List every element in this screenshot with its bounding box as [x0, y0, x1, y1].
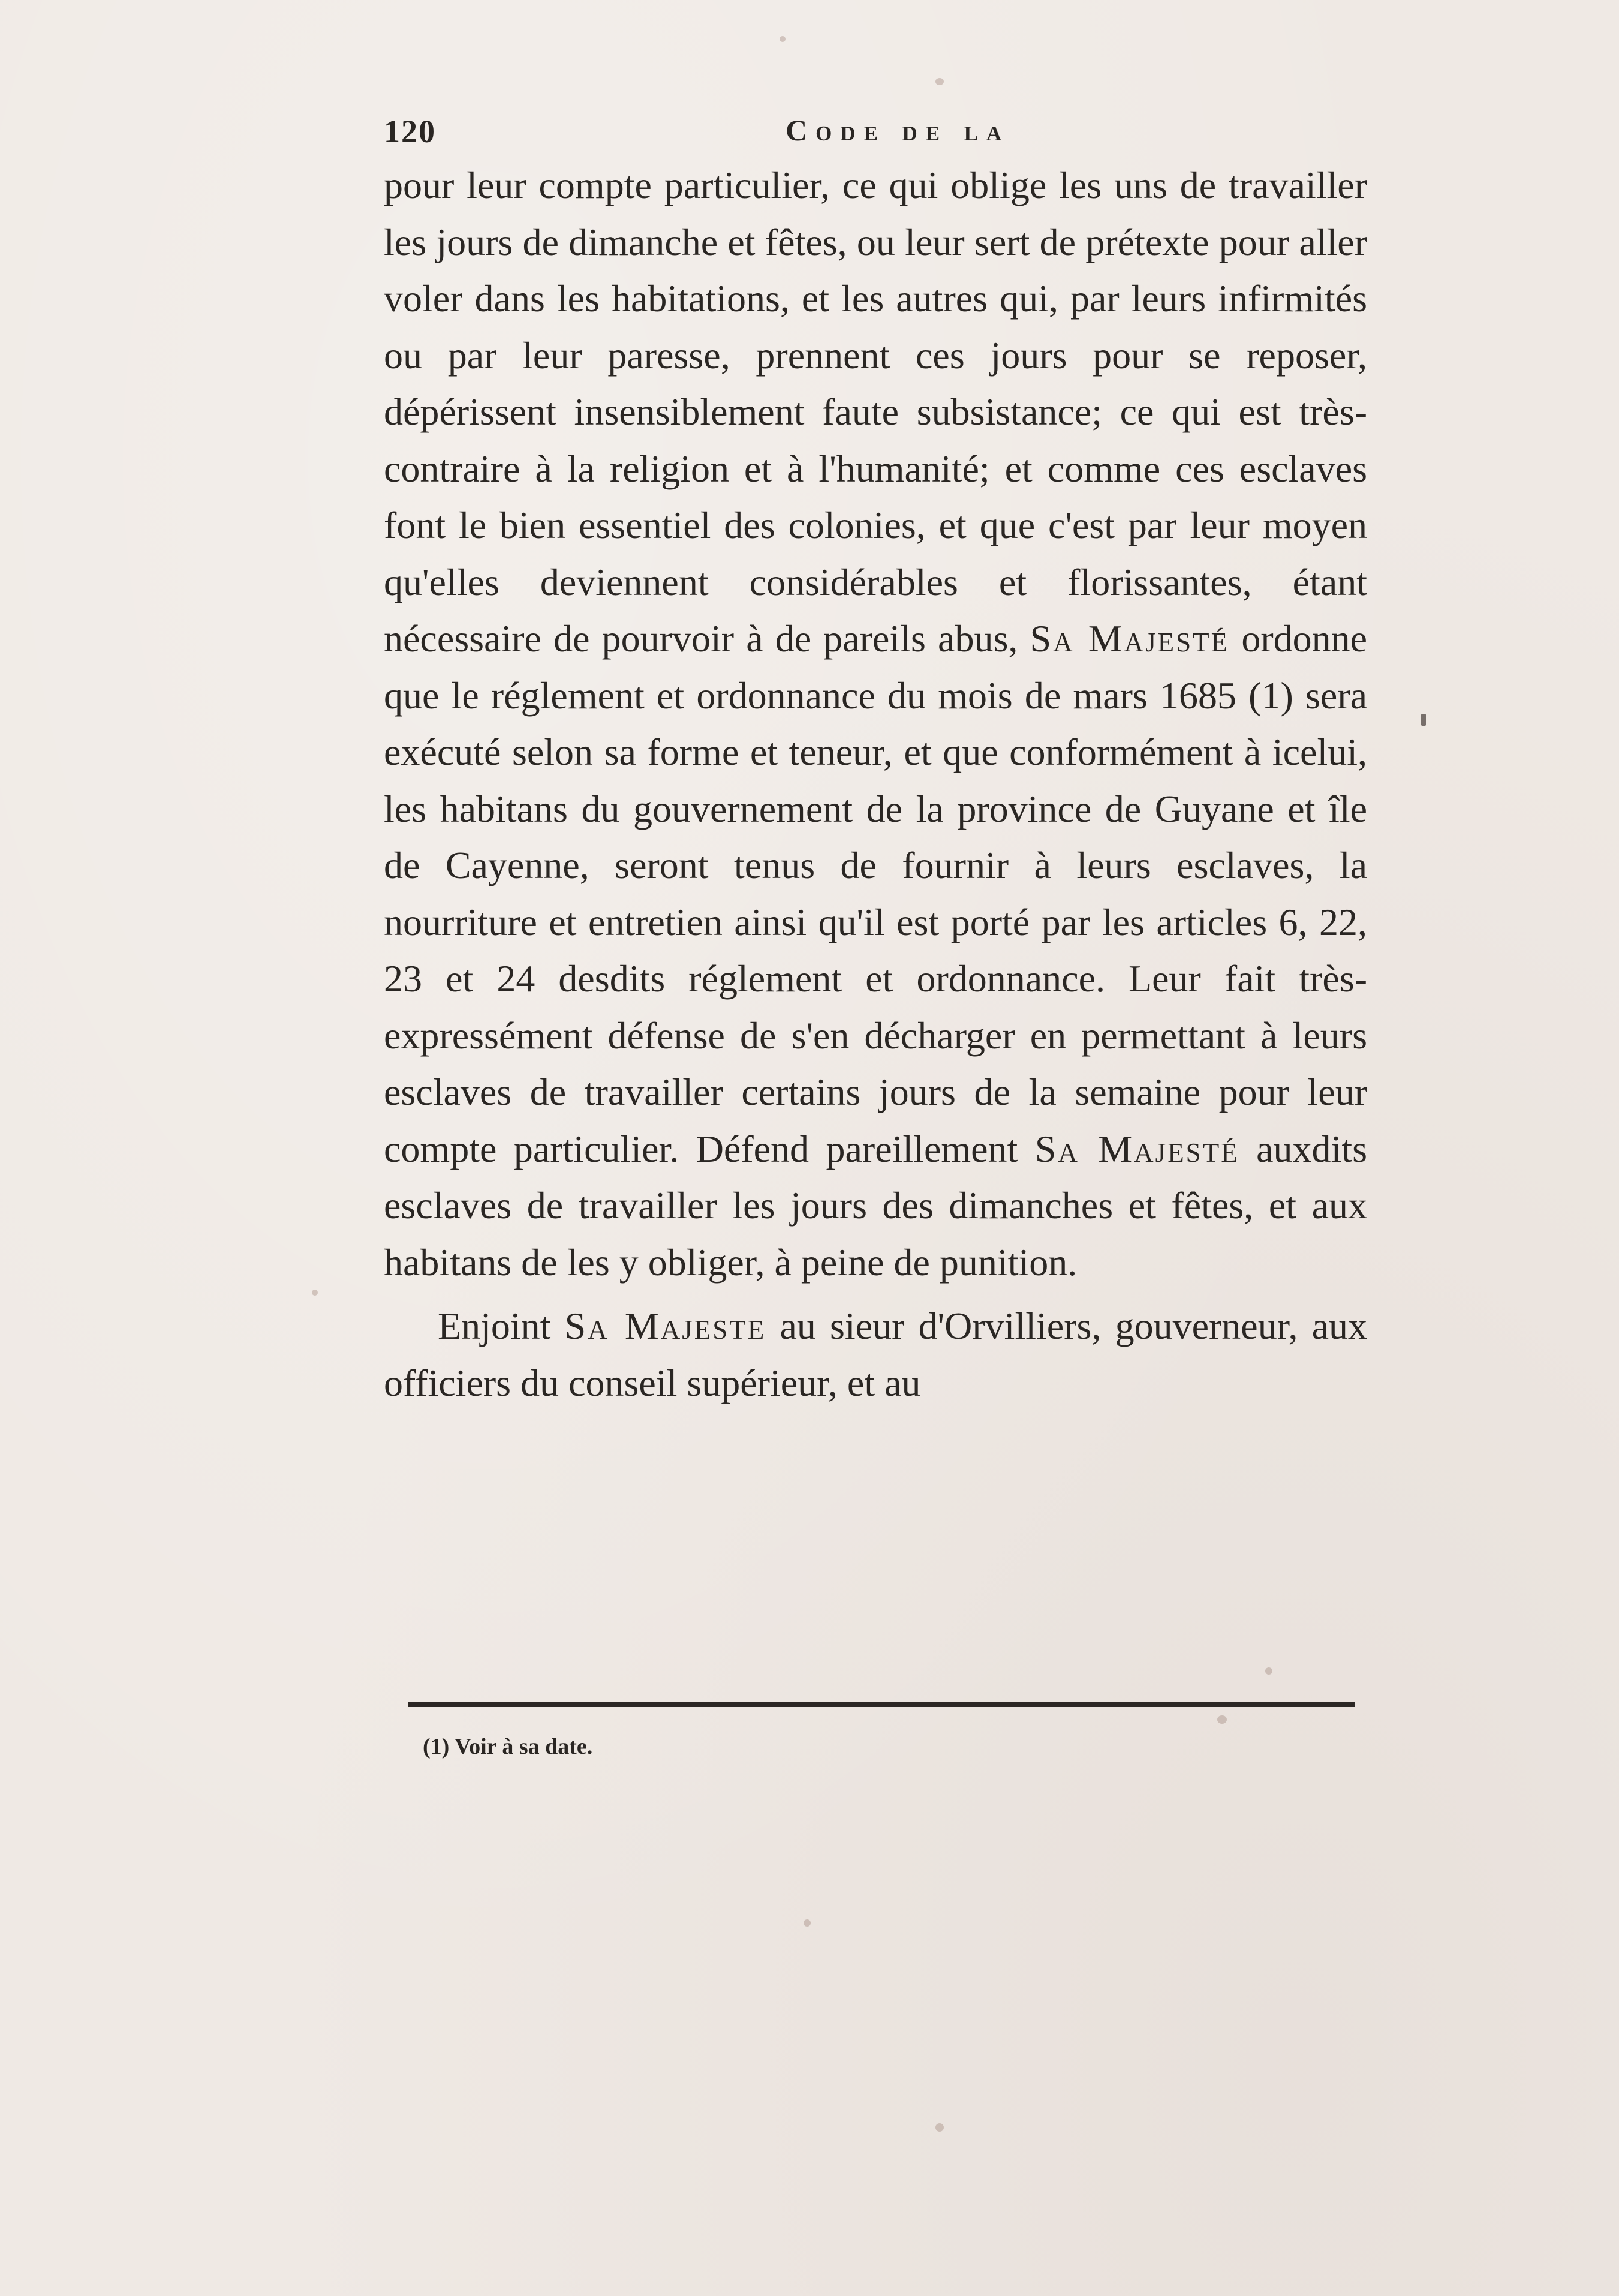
footnote: (1) Voir à sa date. [423, 1734, 593, 1759]
text-run: Enjoint [438, 1305, 551, 1347]
text-run: pour leur compte particulier, ce qui oblige les uns de travailler les jours de dimanche et fêtes, ou leur sert de prétexte pour aller voler dans les habitations, et les autres qui, par leurs infirmités ou par leur paresse, prennent ces jours pour se reposer, dépérissent insensiblement faute subsistance; ce qui est très-contraire à la religion et à l'humanité; et comme ces esclaves font le bien essentiel des colonies, et que c'est par leur moyen qu'elles deviennent considérables et florissantes, étant nécessaire de pourvoir à de pareils abus, [384, 164, 1367, 660]
paragraph [384, 1298, 1367, 1411]
text-run: au sieur d'Orvilliers, gouverneur, aux officiers du conseil supérieur, et au [384, 1305, 1368, 1404]
footnote-rule [408, 1702, 1355, 1707]
small-caps-name: Sa Majeste [564, 1305, 766, 1347]
body-text [384, 157, 1367, 1411]
paper-speck [1217, 1715, 1227, 1724]
text-run: auxdits esclaves de travailler les jours des dimanches et fêtes, et aux habitans de les y obliger, à peine de punition. [384, 1127, 1367, 1284]
paper-speck [935, 2123, 944, 2132]
paper-speck [312, 1290, 318, 1296]
paper-speck [935, 78, 944, 85]
running-head: Code de la [786, 113, 1010, 147]
paragraph [384, 157, 1367, 1291]
small-caps-name: Sa Majesté [1030, 617, 1230, 660]
small-caps-name: Sa Majesté [1034, 1127, 1239, 1170]
text-run: ordonne que le réglement et ordonnance du mois de mars 1685 (1) sera exécuté selon sa forme et teneur, et que conformément à icelui, les habitans du gouvernement de la province de Guyane et île de Cayenne, seront tenus de fournir à leurs esclaves, la nourriture et entretien ainsi qu'il est porté par les articles 6, 22, 23 et 24 desdits réglement et ordonnance. Leur fait très-expressément défense de s'en décharger en permettant à leurs esclaves de travailler certains jours de la semaine pour leur compte particulier. Défend pareillement [384, 617, 1368, 1170]
paper-speck [1265, 1667, 1272, 1675]
page-number: 120 [384, 113, 436, 149]
paper-speck [780, 36, 786, 42]
page-header [384, 113, 1373, 149]
paper-speck [804, 1919, 811, 1927]
paper-speck [1421, 714, 1426, 726]
